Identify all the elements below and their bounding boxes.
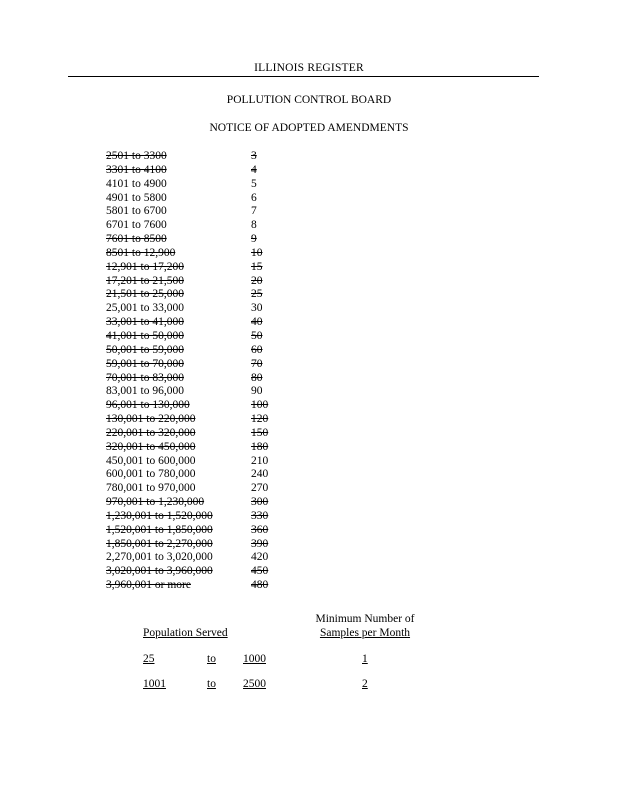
population-row (0, 653, 618, 667)
population-from: 25 (143, 653, 155, 665)
sample-count: 300 (251, 496, 269, 509)
sample-count: 450 (251, 565, 269, 578)
population-row (0, 678, 618, 692)
population-range: 17,201 to 21,500 (106, 274, 184, 287)
header-rule (68, 76, 539, 77)
population-range: 3301 to 4100 (106, 163, 167, 176)
population-range: 2501 to 3300 (106, 150, 167, 162)
population-range: 1,850,001 to 2,270,000 (106, 537, 213, 550)
sample-count: 7 (251, 205, 257, 218)
population-to-word: to (207, 678, 216, 690)
sample-count: 6 (251, 191, 257, 204)
population-range: 8501 to 12,900 (106, 246, 176, 259)
population-range: 1,520,001 to 1,850,000 (106, 523, 213, 536)
population-samples: 2 (362, 678, 368, 690)
population-range: 2,270,001 to 3,020,000 (106, 551, 213, 564)
sample-count: 8 (251, 219, 257, 232)
population-samples: 1 (362, 653, 368, 665)
population-range: 70,001 to 83,000 (106, 371, 184, 384)
sample-count: 5 (251, 177, 257, 190)
population-range: 320,001 to 450,000 (106, 440, 196, 453)
population-range: 600,001 to 780,000 (106, 468, 196, 481)
population-range: 3,020,001 to 3,960,000 (106, 565, 213, 578)
sample-count: 420 (251, 551, 269, 564)
sample-count: 25 (251, 288, 263, 301)
sample-count: 270 (251, 482, 269, 495)
population-range: 780,001 to 970,000 (106, 482, 196, 495)
population-range: 4101 to 4900 (106, 177, 167, 190)
sample-count: 80 (251, 371, 263, 384)
population-range: 1,230,001 to 1,520,000 (106, 509, 213, 522)
population-range: 220,001 to 320,000 (106, 426, 196, 439)
population-range: 25,001 to 33,000 (106, 302, 184, 315)
population-range: 96,001 to 130,000 (106, 399, 190, 412)
population-from: 1001 (143, 678, 166, 690)
population-served-header: Population Served (143, 627, 228, 639)
sample-count: 40 (251, 316, 263, 329)
population-range: 50,001 to 59,000 (106, 343, 184, 356)
samples-header-line1: Minimum Number of (315, 613, 415, 625)
register-title: ILLINOIS REGISTER (254, 62, 364, 74)
population-range: 7601 to 8500 (106, 233, 167, 246)
sample-count: 3 (251, 150, 257, 162)
sample-count: 10 (251, 246, 263, 259)
population-range: 12,901 to 17,200 (106, 260, 184, 273)
sample-count: 390 (251, 537, 269, 550)
sample-count: 50 (251, 329, 263, 342)
samples-header (300, 612, 430, 640)
sample-count: 120 (251, 413, 269, 426)
population-range: 3,960,001 or more (106, 579, 191, 592)
sample-count: 480 (251, 579, 269, 592)
sample-count: 360 (251, 523, 269, 536)
sample-count: 4 (251, 163, 257, 176)
population-to-word: to (207, 653, 216, 665)
sample-count: 30 (251, 302, 263, 315)
population-range: 6701 to 7600 (106, 219, 167, 232)
population-upto: 2500 (243, 678, 266, 690)
population-range: 970,001 to 1,230,000 (106, 496, 205, 509)
board-title: POLLUTION CONTROL BOARD (226, 94, 392, 106)
sample-count: 100 (251, 399, 269, 412)
population-range: 130,001 to 220,000 (106, 413, 196, 426)
sample-count: 60 (251, 343, 263, 356)
sample-count: 180 (251, 440, 269, 453)
population-range: 4901 to 5800 (106, 191, 167, 204)
sample-count: 70 (251, 357, 263, 370)
sample-count: 20 (251, 274, 263, 287)
population-range: 83,001 to 96,000 (106, 385, 184, 398)
sample-count: 330 (251, 509, 269, 522)
population-range: 450,001 to 600,000 (106, 454, 196, 467)
sample-count: 210 (251, 454, 269, 467)
sample-count: 150 (251, 426, 269, 439)
sample-count: 9 (251, 233, 257, 246)
samples-header-line2: Samples per Month (319, 627, 411, 639)
sample-count: 15 (251, 260, 263, 273)
sample-count: 240 (251, 468, 269, 481)
population-range: 33,001 to 41,000 (106, 316, 184, 329)
population-range: 5801 to 6700 (106, 205, 167, 218)
notice-title: NOTICE OF ADOPTED AMENDMENTS (209, 122, 409, 134)
population-range: 21,501 to 25,000 (106, 288, 184, 301)
population-range: 41,001 to 50,000 (106, 329, 184, 342)
sample-count: 90 (251, 385, 263, 398)
population-upto: 1000 (243, 653, 266, 665)
population-range: 59,001 to 70,000 (106, 357, 184, 370)
